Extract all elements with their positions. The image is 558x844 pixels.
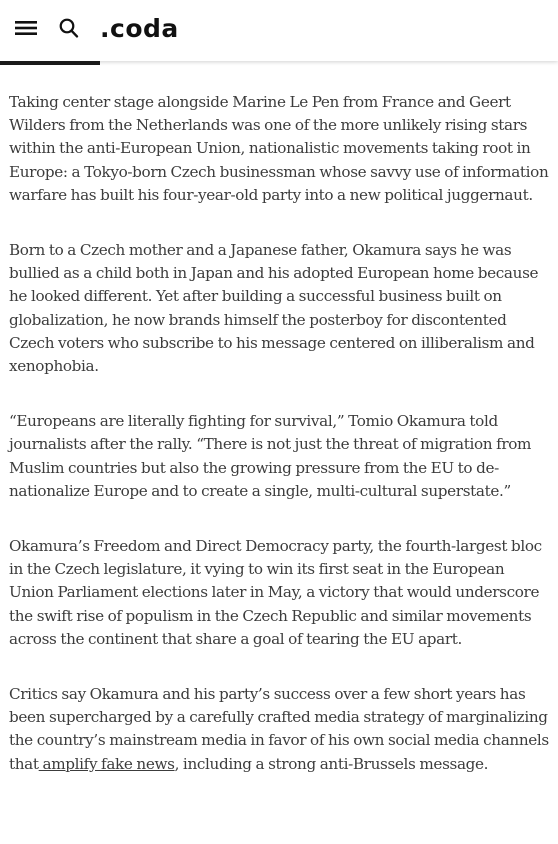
article-paragraph: Taking center stage alongside Marine Le Pen from France and Geert Wilders from the Netherlands was one of the more unlikely rising stars within the anti-European Union, nationalistic movements taking root in Europe: a Tokyo-born Czech businessman whose savvy use of information warfare has built his four-year-old party into a new political juggernaut. <box>9 93 549 204</box>
search-button[interactable] <box>58 16 80 40</box>
site-header <box>0 0 558 61</box>
article-paragraph: “Europeans are literally fighting for survival,” Tomio Okamura told journalists after the rally. “There is not just the threat of migration from Muslim countries but also the growing pressure from the EU to de-nationalize Europe and to create a single, multi-cultural superstate.” <box>9 412 532 500</box>
reading-progress-bar <box>0 61 558 65</box>
paragraph-text: Critics say Okamura and his party’s success over a few short years has been supercharged by a carefully crafted media strategy of marginalizing the country’s mainstream media in favor of his own social media channels that <box>9 685 549 773</box>
reading-progress-fill <box>0 61 100 65</box>
menu-button[interactable] <box>14 18 40 38</box>
article-paragraph: Born to a Czech mother and a Japanese father, Okamura says he was bullied as a child both in Japan and his adopted European home because he looked different. Yet after building a successful business built on globalization, he now brands himself the posterboy for discontented Czech voters who subscribe to his message centered on illiberalism and xenophobia. <box>9 241 539 376</box>
article-body <box>9 91 549 808</box>
search-icon <box>58 16 80 40</box>
paragraph-text: , including a strong anti-Brussels message. <box>174 754 489 773</box>
amplify-fake-news-link[interactable]: amplify fake news <box>38 754 175 773</box>
site-logo[interactable]: .coda <box>100 14 179 43</box>
menu-icon <box>14 18 40 38</box>
article-paragraph <box>9 683 549 776</box>
article-paragraph: Okamura’s Freedom and Direct Democracy party, the fourth-largest bloc in the Czech legislature, it vying to win its first seat in the European Union Parliament elections later in May, a victory that would underscore the swift rise of populism in the Czech Republic and similar movements across the continent that share a goal of tearing the EU apart. <box>9 537 542 648</box>
